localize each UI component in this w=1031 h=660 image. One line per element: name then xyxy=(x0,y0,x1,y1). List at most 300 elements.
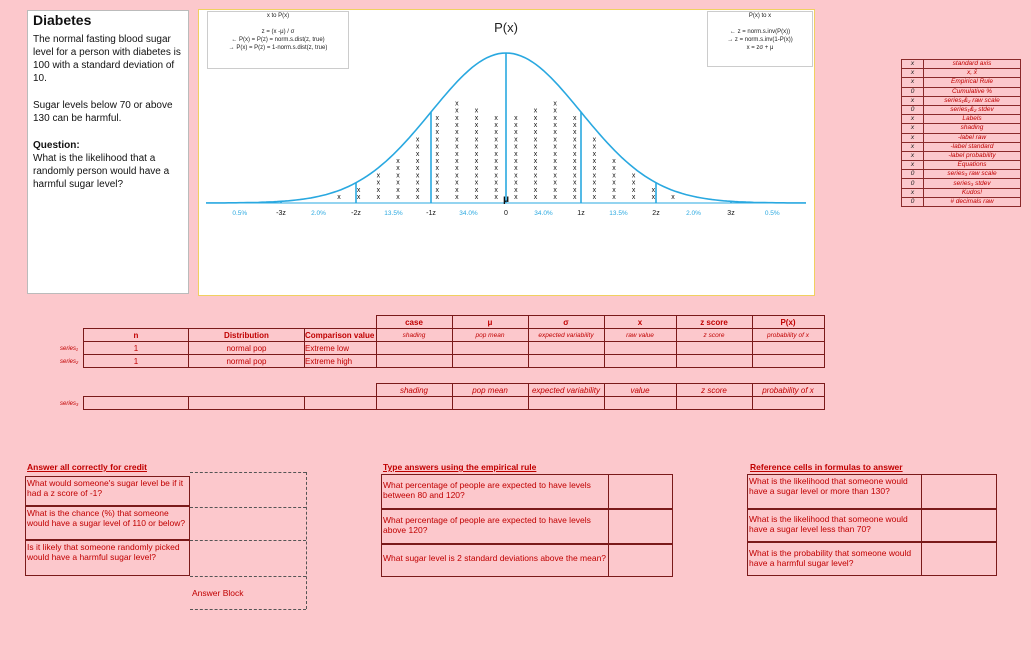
s3-sub-probability: probability of x xyxy=(752,384,824,397)
menu-item-label: standard axis xyxy=(924,60,1021,69)
x-mark: x xyxy=(612,158,616,165)
x-mark: x xyxy=(455,186,459,194)
px-to-x-line2: → z = norm.s.inv(1-P(x)) xyxy=(727,37,793,43)
row1-distribution[interactable]: normal pop xyxy=(189,342,305,355)
x-mark: x xyxy=(435,186,439,194)
px-to-x-title: P(x) to x xyxy=(748,13,772,19)
x-mark: x xyxy=(533,172,538,180)
row2-mu-cell[interactable] xyxy=(452,355,528,368)
x-mark: x xyxy=(592,194,597,201)
parameters-table xyxy=(83,315,825,368)
x-mark: x xyxy=(631,186,636,194)
s3-n-cell[interactable] xyxy=(84,397,189,410)
x-mark: x xyxy=(455,165,459,173)
x-mark: x xyxy=(573,136,577,144)
col-px: P(x) xyxy=(752,316,824,329)
s3-x-cell[interactable] xyxy=(604,397,676,410)
x-mark: x xyxy=(553,179,557,187)
sub-raw-value: raw value xyxy=(604,329,676,342)
x-mark: x xyxy=(455,107,459,115)
x-mark: x xyxy=(494,186,498,194)
col-distribution: Distribution xyxy=(189,329,305,342)
x-mark: x xyxy=(356,194,361,201)
x-mark: x xyxy=(573,158,577,165)
x-mark: x xyxy=(435,129,439,137)
x-mark: x xyxy=(337,194,341,201)
table-row xyxy=(84,342,825,355)
x-mark: x xyxy=(631,172,636,180)
question-text: What is the likelihood that a randomly person would have a harmful sugar level? xyxy=(33,153,170,190)
chart-title: P(x) xyxy=(494,20,518,35)
axis-tick-label: 0 xyxy=(504,210,508,217)
section1-q2: What is the chance (%) that someone would have a sugar level of 110 or below? xyxy=(25,506,190,540)
x-mark: x xyxy=(514,179,518,187)
x-mark: x xyxy=(573,122,577,129)
axis-tick-label: 3z xyxy=(727,210,735,217)
axis-tick-label: 2z xyxy=(652,210,660,217)
s3-p-cell[interactable] xyxy=(752,397,824,410)
menu-item-toggle[interactable]: 0 xyxy=(902,179,924,188)
s3-sub-zscore: z score xyxy=(676,384,752,397)
menu-item-toggle[interactable]: x xyxy=(902,133,924,142)
row1-sigma-cell[interactable] xyxy=(528,342,604,355)
x-mark: x xyxy=(514,172,518,180)
x-mark: x xyxy=(553,158,557,165)
percentage-label: 34.0% xyxy=(534,210,553,217)
x-mark: x xyxy=(396,165,400,173)
x-mark: x xyxy=(474,165,479,173)
x-to-px-line3: → P(x) = P(z) = 1-norm.s.dist(z, true) xyxy=(228,45,328,51)
percentage-label: 34.0% xyxy=(459,210,478,217)
percentage-label: 0.5% xyxy=(232,210,248,217)
x-mark: x xyxy=(671,194,675,201)
x-mark: x xyxy=(494,165,498,173)
s3-cmp-cell[interactable] xyxy=(305,397,377,410)
x-mark: x xyxy=(455,158,459,165)
menu-item-toggle[interactable]: 0 xyxy=(902,170,924,179)
col-comparison: Comparison value xyxy=(305,330,375,340)
row1-n[interactable]: 1 xyxy=(84,342,189,355)
x-mark: x xyxy=(474,143,479,151)
x-mark: x xyxy=(612,194,616,201)
x-mark: x xyxy=(376,172,381,180)
series3-table xyxy=(83,383,825,410)
x-mark: x xyxy=(573,172,577,180)
x-mark: x xyxy=(553,100,557,108)
x-to-px-formula-box xyxy=(207,11,349,69)
menu-item[interactable] xyxy=(902,133,1021,142)
description-para2: Sugar levels below 70 or above 130 can be harmful. xyxy=(33,100,173,124)
menu-item-label: Empirical Rule xyxy=(924,78,1021,87)
x-mark: x xyxy=(612,179,616,187)
menu-item[interactable] xyxy=(902,151,1021,160)
x-mark: x xyxy=(455,194,459,201)
x-mark: x xyxy=(573,143,577,151)
x-mark: x xyxy=(376,186,381,194)
section2-heading: Type answers using the empirical rule xyxy=(383,462,537,472)
menu-item-toggle[interactable]: 0 xyxy=(902,87,924,96)
x-mark: x xyxy=(415,136,420,144)
percentage-label: 2.0% xyxy=(311,210,326,217)
x-mark: x xyxy=(533,143,538,151)
x-mark: x xyxy=(553,114,557,122)
menu-item-label: -label raw xyxy=(924,133,1021,142)
axis-tick-label: 1z xyxy=(577,210,585,217)
menu-item[interactable] xyxy=(902,188,1021,197)
x-mark: x xyxy=(455,129,459,137)
x-mark: x xyxy=(474,172,479,180)
x-mark: x xyxy=(514,114,518,122)
x-mark: x xyxy=(592,136,597,144)
section3-heading: Reference cells in formulas to answer xyxy=(750,462,903,472)
row2-n[interactable]: 1 xyxy=(84,355,189,368)
x-mark: x xyxy=(376,194,381,201)
s3-mu-cell[interactable] xyxy=(452,397,528,410)
x-mark: x xyxy=(435,158,439,165)
px-to-x-line3: x = zσ + μ xyxy=(746,45,774,51)
x-mark: x xyxy=(435,194,439,201)
section2-answer3[interactable] xyxy=(608,544,673,577)
x-mark: x xyxy=(514,129,518,137)
x-mark: x xyxy=(455,122,459,129)
menu-item-toggle[interactable]: 0 xyxy=(902,197,924,206)
x-to-px-title: x to P(x) xyxy=(266,13,290,19)
x-mark: x xyxy=(356,186,361,194)
answer-block-border-top xyxy=(190,472,306,473)
x-mark: x xyxy=(474,114,479,122)
row2-distribution[interactable]: normal pop xyxy=(189,355,305,368)
x-mark: x xyxy=(553,107,557,115)
x-mark: x xyxy=(533,114,538,122)
x-mark: x xyxy=(612,186,616,194)
x-mark: x xyxy=(396,158,400,165)
x-mark: x xyxy=(573,179,577,187)
menu-item-label: Kudos! xyxy=(924,188,1021,197)
answer-block-label: Answer Block xyxy=(192,588,244,598)
x-mark: x xyxy=(455,172,459,180)
x-mark: x xyxy=(533,129,538,137)
x-to-px-line2: ← P(x) = P(z) = norm.s.dist(z, true) xyxy=(231,37,325,43)
x-mark: x xyxy=(651,186,656,194)
x-mark: x xyxy=(533,122,538,129)
row1-mu-cell[interactable] xyxy=(452,342,528,355)
x-to-px-line1: z = (x -μ) / σ xyxy=(261,29,295,35)
menu-item[interactable] xyxy=(902,96,1021,105)
col-mu: μ xyxy=(452,316,528,329)
x-mark: x xyxy=(494,179,498,187)
x-mark: x xyxy=(533,107,538,115)
axis-tick-label: -1z xyxy=(426,210,436,217)
x-mark: x xyxy=(415,150,420,158)
x-mark: x xyxy=(573,150,577,158)
x-mark: x xyxy=(474,107,479,115)
row2-x-cell[interactable] xyxy=(604,355,676,368)
x-mark: x xyxy=(553,186,557,194)
x-mark: x xyxy=(494,122,498,129)
row2-p-cell[interactable] xyxy=(752,355,824,368)
x-mark: x xyxy=(592,158,597,165)
x-mark: x xyxy=(553,165,557,173)
sub-pop-mean: pop mean xyxy=(452,329,528,342)
options-menu xyxy=(901,59,1021,207)
answer-block-border-right xyxy=(306,472,307,609)
sub-probability: probability of x xyxy=(752,329,824,342)
x-mark: x xyxy=(474,129,479,137)
x-mark: x xyxy=(415,165,420,173)
section2-answer1[interactable] xyxy=(608,474,673,509)
x-mark: x xyxy=(396,179,400,187)
x-mark: x xyxy=(474,150,479,158)
x-mark: x xyxy=(494,158,498,165)
menu-item-label: -label probability xyxy=(924,151,1021,160)
x-mark: x xyxy=(631,194,636,201)
menu-item[interactable] xyxy=(902,161,1021,170)
series2-label: series₂ xyxy=(60,359,79,365)
x-mark: x xyxy=(435,114,439,122)
x-mark: x xyxy=(573,186,577,194)
x-mark: x xyxy=(494,194,498,201)
s3-dist-cell[interactable] xyxy=(189,397,305,410)
section2-answer2[interactable] xyxy=(608,509,673,544)
menu-item-toggle[interactable]: x xyxy=(902,124,924,133)
row2-z-cell[interactable] xyxy=(676,355,752,368)
px-to-x-formula-box xyxy=(707,11,813,67)
row1-x-cell[interactable] xyxy=(604,342,676,355)
col-n: n xyxy=(84,329,189,342)
x-mark: x xyxy=(533,158,538,165)
x-mark: x xyxy=(474,122,479,129)
x-mark: x xyxy=(415,172,420,180)
col-x: x xyxy=(604,316,676,329)
x-mark: x xyxy=(474,186,479,194)
row1-case-cell[interactable] xyxy=(376,342,452,355)
menu-item-label: series₃ stdev xyxy=(924,179,1021,188)
x-mark: x xyxy=(455,136,459,144)
x-mark: x xyxy=(631,179,636,187)
x-mark: x xyxy=(514,158,518,165)
description-para1: The normal fasting blood sugar level for a person with diabetes is 100 with a standard deviation of 10. xyxy=(33,34,181,84)
x-mark: x xyxy=(514,186,518,194)
menu-item[interactable] xyxy=(902,78,1021,87)
x-mark: x xyxy=(592,150,597,158)
section1-heading: Answer all correctly for credit xyxy=(27,462,147,472)
table-row xyxy=(84,355,825,368)
x-mark: x xyxy=(553,194,557,201)
menu-item-label: Labels xyxy=(924,115,1021,124)
px-to-x-line1: ← z = norm.s.inv(P(x)) xyxy=(729,29,791,35)
menu-item-label: # decimals raw xyxy=(924,197,1021,206)
answer-block-border-bottom xyxy=(190,609,306,610)
x-mark: x xyxy=(455,114,459,122)
section2-q2: What percentage of people are expected to have levels above 120? xyxy=(381,509,609,544)
sub-shading: shading xyxy=(376,329,452,342)
x-mark: x xyxy=(376,179,381,187)
menu-item[interactable] xyxy=(902,60,1021,69)
menu-item-label: x, x̄ xyxy=(924,69,1021,78)
menu-item[interactable] xyxy=(902,115,1021,124)
x-mark: x xyxy=(533,194,538,201)
s3-z-cell[interactable] xyxy=(676,397,752,410)
x-mark: x xyxy=(533,186,538,194)
x-mark: x xyxy=(553,136,557,144)
menu-item-toggle[interactable]: x xyxy=(902,161,924,170)
menu-item-label: series₃ raw scale xyxy=(924,170,1021,179)
x-mark: x xyxy=(573,129,577,137)
x-mark: x xyxy=(514,150,518,158)
section3-q1: What is the likelihood that someone would have a sugar level or more than 130? xyxy=(747,474,922,509)
menu-item-label: -label standard xyxy=(924,142,1021,151)
x-mark: x xyxy=(435,143,439,151)
series3-label: series₃ xyxy=(60,401,79,407)
menu-item-toggle[interactable]: x xyxy=(902,69,924,78)
x-mark: x xyxy=(592,172,597,180)
menu-item-toggle[interactable]: x xyxy=(902,142,924,151)
row1-p-cell[interactable] xyxy=(752,342,824,355)
menu-item[interactable] xyxy=(902,87,1021,96)
x-mark: x xyxy=(415,143,420,151)
x-mark: x xyxy=(494,136,498,144)
row2-case-cell[interactable] xyxy=(376,355,452,368)
x-mark: x xyxy=(474,194,479,201)
x-mark: x xyxy=(592,143,597,151)
menu-item-toggle[interactable]: x xyxy=(902,96,924,105)
x-mark: x xyxy=(396,186,400,194)
x-mark: x xyxy=(553,172,557,180)
row2-comparison[interactable]: Extreme high xyxy=(305,355,377,368)
percentage-label: 13.5% xyxy=(384,210,403,217)
s3-sigma-cell[interactable] xyxy=(528,397,604,410)
x-mark: x xyxy=(612,172,616,180)
x-mark: x xyxy=(533,136,538,144)
row1-comparison[interactable]: Extreme low xyxy=(305,342,377,355)
x-mark: x xyxy=(455,150,459,158)
x-mark: x xyxy=(474,136,479,144)
s3-case-cell[interactable] xyxy=(376,397,452,410)
x-mark: x xyxy=(474,179,479,187)
menu-item-label: series₁&₂ raw scale xyxy=(924,96,1021,105)
x-mark: x xyxy=(435,165,439,173)
x-mark: x xyxy=(415,186,420,194)
x-mark: x xyxy=(592,186,597,194)
sub-zscore: z score xyxy=(676,329,752,342)
x-mark: x xyxy=(553,122,557,129)
row2-sigma-cell[interactable] xyxy=(528,355,604,368)
x-mark: x xyxy=(455,143,459,151)
section2-q1: What percentage of people are expected to have levels between 80 and 120? xyxy=(381,474,609,509)
section3-q3: What is the probability that someone would have a harmful sugar level? xyxy=(747,542,922,576)
section1-q3: Is it likely that someone randomly picked would have a harmful sugar level? xyxy=(25,540,190,576)
percentage-label: 13.5% xyxy=(609,210,628,217)
mu-label: μ xyxy=(502,194,510,205)
menu-item-label: Equations xyxy=(924,161,1021,170)
x-mark: x xyxy=(592,179,597,187)
x-mark: x xyxy=(514,122,518,129)
x-mark: x xyxy=(592,165,597,173)
x-mark: x xyxy=(474,158,479,165)
menu-item-toggle[interactable]: x xyxy=(902,78,924,87)
row1-z-cell[interactable] xyxy=(676,342,752,355)
section3-answer1[interactable] xyxy=(921,474,997,509)
x-mark: x xyxy=(514,136,518,144)
menu-item-label: series₁&₂ stdev xyxy=(924,105,1021,114)
x-mark: x xyxy=(573,194,577,201)
sub-variability: expected variability xyxy=(528,329,604,342)
x-mark: x xyxy=(415,194,420,201)
x-mark: x xyxy=(612,165,616,173)
menu-item[interactable] xyxy=(902,124,1021,133)
menu-item[interactable] xyxy=(902,197,1021,206)
menu-item-toggle[interactable]: 0 xyxy=(902,105,924,114)
menu-item-toggle[interactable]: x xyxy=(902,151,924,160)
col-sigma: σ xyxy=(528,316,604,329)
x-mark: x xyxy=(455,179,459,187)
table-row xyxy=(84,397,825,410)
x-mark: x xyxy=(533,179,538,187)
x-mark: x xyxy=(553,150,557,158)
x-mark: x xyxy=(573,165,577,173)
x-mark: x xyxy=(415,179,420,187)
percentage-label: 2.0% xyxy=(686,210,701,217)
s3-sub-shading: shading xyxy=(376,384,452,397)
section3-answer2[interactable] xyxy=(921,509,997,542)
section3-q2: What is the likelihood that someone would have a sugar level less than 70? xyxy=(747,509,922,542)
answer-block-divider3 xyxy=(190,576,306,577)
x-mark: x xyxy=(435,136,439,144)
x-mark: x xyxy=(435,179,439,187)
col-zscore: z score xyxy=(676,316,752,329)
menu-item[interactable] xyxy=(902,142,1021,151)
x-mark: x xyxy=(435,122,439,129)
x-mark: x xyxy=(494,143,498,151)
x-mark: x xyxy=(494,129,498,137)
x-mark: x xyxy=(435,150,439,158)
section1-q1: What would someone's sugar level be if it had a z score of -1? xyxy=(25,476,190,506)
menu-item-toggle[interactable]: x xyxy=(902,115,924,124)
section2-q3: What sugar level is 2 standard deviations above the mean? xyxy=(381,544,609,577)
x-mark: x xyxy=(494,150,498,158)
x-mark: x xyxy=(533,165,538,173)
menu-item-label: Cumulative % xyxy=(924,87,1021,96)
section3-answer3[interactable] xyxy=(921,542,997,576)
x-mark: x xyxy=(573,114,577,122)
question-label: Question: xyxy=(33,140,80,151)
menu-item-label: shading xyxy=(924,124,1021,133)
normal-distribution-chart xyxy=(198,9,815,296)
s3-sub-value: value xyxy=(604,384,676,397)
menu-item[interactable] xyxy=(902,69,1021,78)
x-mark: x xyxy=(494,172,498,180)
x-mark: x xyxy=(514,165,518,173)
answer-block-cells[interactable] xyxy=(190,476,306,576)
x-mark: x xyxy=(396,172,400,180)
col-case: case xyxy=(376,316,452,329)
menu-item[interactable] xyxy=(902,179,1021,188)
axis-tick-label: -3z xyxy=(276,210,286,217)
menu-item[interactable] xyxy=(902,105,1021,114)
s3-sub-pop-mean: pop mean xyxy=(452,384,528,397)
x-mark: x xyxy=(533,150,538,158)
x-mark: x xyxy=(455,100,459,108)
x-mark: x xyxy=(435,172,439,180)
x-mark: x xyxy=(514,143,518,151)
menu-item[interactable] xyxy=(902,170,1021,179)
menu-item-toggle[interactable]: x xyxy=(902,188,924,197)
s3-sub-variability: expected variability xyxy=(528,384,604,397)
description-title: Diabetes xyxy=(33,12,92,28)
percentage-label: 0.5% xyxy=(764,210,780,217)
axis-tick-label: -2z xyxy=(351,210,361,217)
menu-item-toggle[interactable]: x xyxy=(902,60,924,69)
